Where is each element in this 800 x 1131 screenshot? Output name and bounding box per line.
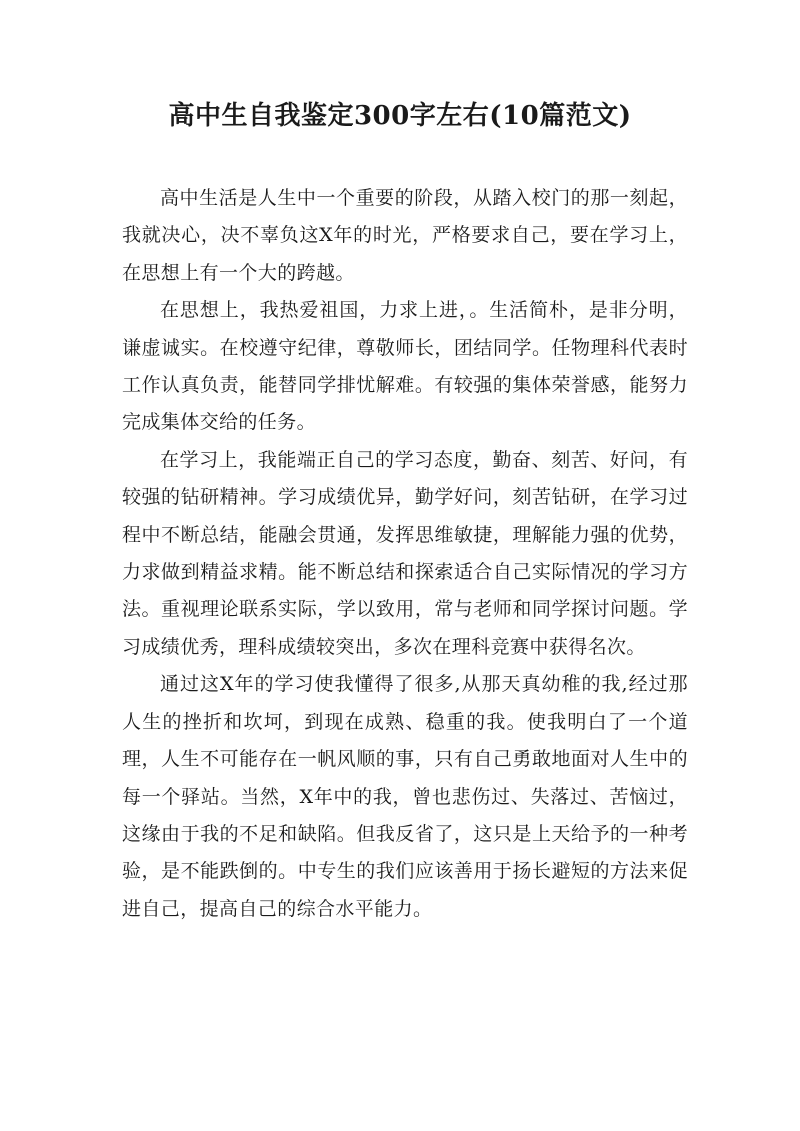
document-body: [122, 180, 688, 928]
paragraph-study: 在学习上，我能端正自己的学习态度，勤奋、刻苦、好问，有较强的钻研精神。学习成绩优异，勤学好问，刻苦钻研，在学习过程中不断总结，能融会贯通，发挥思维敏捷，理解能力强的优势，力求做到精益求精。能不断总结和探索适合自己实际情况的学习方法。重视理论联系实际，学以致用，常与老师和同学探讨问题。学习成绩优秀，理科成绩较突出，多次在理科竞赛中获得名次。: [122, 448, 688, 658]
document-title: 高中生自我鉴定300字左右(10篇范文): [168, 101, 632, 131]
paragraph-intro: 高中生活是人生中一个重要的阶段，从踏入校门的那一刻起，我就决心，决不辜负这X年的时光，严格要求自己，要在学习上，在思想上有一个大的跨越。: [122, 187, 688, 284]
paragraph-thought: 在思想上，我热爱祖国，力求上进，。生活简朴，是非分明，谦虚诚实。在校遵守纪律，尊敬师长，团结同学。任物理科代表时工作认真负责，能替同学排忧解难。有较强的集体荣誉感，能努力完成集体交给的任务。: [122, 299, 688, 434]
paragraph-reflection: 通过这X年的学习使我懂得了很多,从那天真幼稚的我,经过那人生的挫折和坎坷，到现在成熟、稳重的我。使我明白了一个道理，人生不可能存在一帆风顺的事，只有自己勇敢地面对人生中的每一个驿站。当然，X年中的我，曾也悲伤过、失落过、苦恼过，这缘由于我的不足和缺陷。但我反省了，这只是上天给予的一种考验，是不能跌倒的。中专生的我们应该善用于扬长避短的方法来促进自己，提高自己的综合水平能力。: [122, 673, 688, 920]
